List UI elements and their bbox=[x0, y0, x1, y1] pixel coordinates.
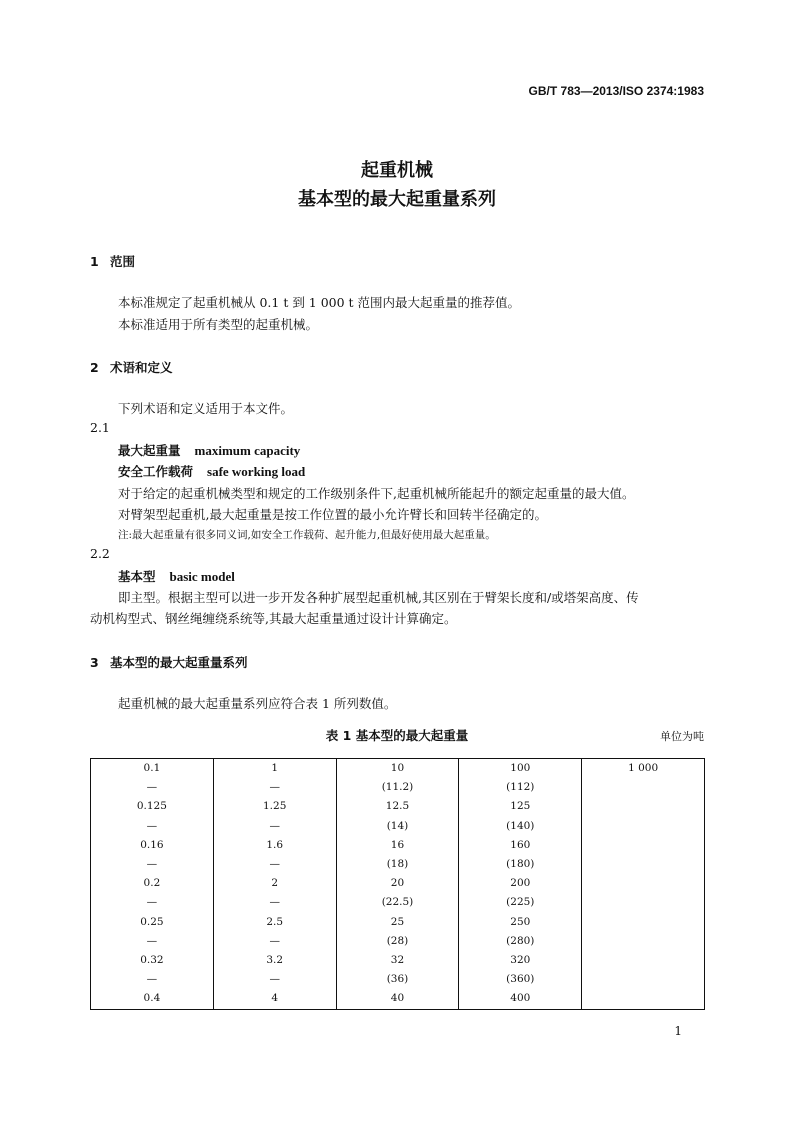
table-cell: 0.125 bbox=[91, 797, 214, 816]
subsection-number: 2.1 bbox=[90, 420, 110, 435]
table-row bbox=[91, 759, 705, 779]
table-cell: 2.5 bbox=[213, 913, 336, 932]
table-unit: 单位为吨 bbox=[660, 730, 704, 743]
table-cell bbox=[582, 836, 705, 855]
term-en: maximum capacity bbox=[194, 443, 301, 458]
table-cell: (14) bbox=[336, 817, 459, 836]
table-caption: 表 1 基本型的最大起重量 bbox=[325, 728, 469, 743]
table-cell: 0.16 bbox=[91, 836, 214, 855]
table-cell: 100 bbox=[459, 759, 582, 779]
term-zh: 安全工作载荷 bbox=[118, 464, 194, 479]
table-cell: — bbox=[91, 932, 214, 951]
table-cell: (360) bbox=[459, 970, 582, 989]
table-cell: (36) bbox=[336, 970, 459, 989]
table-cell: 2 bbox=[213, 874, 336, 893]
section-title: 基本型的最大起重量系列 bbox=[110, 655, 248, 670]
table-cell bbox=[582, 913, 705, 932]
table-cell: — bbox=[91, 893, 214, 912]
table-cell: (225) bbox=[459, 893, 582, 912]
section-number: 2 bbox=[90, 360, 99, 375]
table-cell: (11.2) bbox=[336, 778, 459, 797]
term-zh: 基本型 bbox=[118, 569, 156, 584]
table-row bbox=[91, 855, 705, 874]
paragraph: 本标准适用于所有类型的起重机械。 bbox=[118, 317, 319, 332]
table-cell: (140) bbox=[459, 817, 582, 836]
definition: 动机构型式、钢丝绳缠绕系统等,其最大起重量通过设计计算确定。 bbox=[90, 611, 457, 626]
section-1-heading bbox=[90, 252, 135, 270]
table-cell: — bbox=[213, 932, 336, 951]
paragraph: 下列术语和定义适用于本文件。 bbox=[118, 401, 294, 416]
table-cell bbox=[582, 855, 705, 874]
table-row bbox=[91, 989, 705, 1009]
term-en: safe working load bbox=[207, 464, 306, 479]
table-cell: 1.6 bbox=[213, 836, 336, 855]
definition: 对于给定的起重机械类型和规定的工作级别条件下,起重机械所能起升的额定起重量的最大值。 bbox=[118, 486, 635, 501]
table-row bbox=[91, 874, 705, 893]
page-number: 1 bbox=[674, 1024, 682, 1038]
table-cell: — bbox=[213, 778, 336, 797]
term-zh: 最大起重量 bbox=[118, 443, 181, 458]
table-row bbox=[91, 797, 705, 816]
table-cell: (180) bbox=[459, 855, 582, 874]
table-cell: (22.5) bbox=[336, 893, 459, 912]
table-cell: — bbox=[213, 817, 336, 836]
table-cell: (28) bbox=[336, 932, 459, 951]
table-body bbox=[91, 759, 705, 1010]
definition: 对臂架型起重机,最大起重量是按工作位置的最小允许臂长和回转半径确定的。 bbox=[118, 507, 547, 522]
section-3-heading bbox=[90, 653, 248, 671]
table-cell: 1 000 bbox=[582, 759, 705, 779]
section-number: 1 bbox=[90, 254, 99, 269]
note: 注:最大起重量有很多同义词,如安全工作载荷、起升能力,但最好使用最大起重量。 bbox=[118, 529, 496, 541]
table-cell: 10 bbox=[336, 759, 459, 779]
table-cell: 0.25 bbox=[91, 913, 214, 932]
table-cell bbox=[582, 989, 705, 1009]
table-row bbox=[91, 893, 705, 912]
table-row bbox=[91, 836, 705, 855]
doc-title-line1: 起重机械 bbox=[361, 160, 433, 181]
table-cell: 0.1 bbox=[91, 759, 214, 779]
table-row bbox=[91, 778, 705, 797]
table-cell: 20 bbox=[336, 874, 459, 893]
table-cell: 32 bbox=[336, 951, 459, 970]
table-cell: 12.5 bbox=[336, 797, 459, 816]
table-cell: — bbox=[91, 778, 214, 797]
table-cell bbox=[582, 874, 705, 893]
table-row bbox=[91, 932, 705, 951]
table-cell: 200 bbox=[459, 874, 582, 893]
subsection-number: 2.2 bbox=[90, 546, 110, 561]
table-cell: 40 bbox=[336, 989, 459, 1009]
doc-title-line2: 基本型的最大起重量系列 bbox=[298, 189, 496, 210]
section-title: 术语和定义 bbox=[110, 360, 173, 375]
term-entry bbox=[118, 441, 300, 459]
table-cell: (280) bbox=[459, 932, 582, 951]
table-cell: 1.25 bbox=[213, 797, 336, 816]
table-cell: — bbox=[91, 817, 214, 836]
table-cell: 4 bbox=[213, 989, 336, 1009]
table-cell bbox=[582, 951, 705, 970]
table-cell: (18) bbox=[336, 855, 459, 874]
table-cell bbox=[582, 932, 705, 951]
table-cell: 0.32 bbox=[91, 951, 214, 970]
term-en: basic model bbox=[169, 569, 235, 584]
table-cell: 25 bbox=[336, 913, 459, 932]
table-cell: — bbox=[91, 855, 214, 874]
table-cell bbox=[582, 797, 705, 816]
table-row bbox=[91, 913, 705, 932]
table-cell bbox=[582, 778, 705, 797]
table-cell: — bbox=[213, 970, 336, 989]
paragraph: 起重机械的最大起重量系列应符合表 1 所列数值。 bbox=[118, 696, 397, 711]
table-cell: 125 bbox=[459, 797, 582, 816]
table-cell bbox=[582, 893, 705, 912]
table-cell: 400 bbox=[459, 989, 582, 1009]
table-cell: (112) bbox=[459, 778, 582, 797]
table-cell: 1 bbox=[213, 759, 336, 779]
table-row bbox=[91, 817, 705, 836]
capacity-table bbox=[90, 758, 705, 1010]
table-cell: 0.4 bbox=[91, 989, 214, 1009]
term-entry bbox=[118, 462, 305, 480]
term-entry bbox=[118, 567, 235, 585]
definition: 即主型。根据主型可以进一步开发各种扩展型起重机械,其区别在于臂架长度和/或塔架高度、传 bbox=[118, 590, 639, 605]
table-cell: 3.2 bbox=[213, 951, 336, 970]
table-cell: — bbox=[91, 970, 214, 989]
section-2-heading bbox=[90, 358, 173, 376]
table-cell: 0.2 bbox=[91, 874, 214, 893]
table-cell: — bbox=[213, 893, 336, 912]
table-cell: 16 bbox=[336, 836, 459, 855]
section-number: 3 bbox=[90, 655, 99, 670]
section-title: 范围 bbox=[110, 254, 136, 269]
table-row bbox=[91, 970, 705, 989]
table-row bbox=[91, 951, 705, 970]
paragraph: 本标准规定了起重机械从 0.1 t 到 1 000 t 范围内最大起重量的推荐值。 bbox=[118, 295, 521, 310]
table-cell bbox=[582, 970, 705, 989]
table-cell: 320 bbox=[459, 951, 582, 970]
table-cell: 250 bbox=[459, 913, 582, 932]
table-cell: — bbox=[213, 855, 336, 874]
table-cell: 160 bbox=[459, 836, 582, 855]
standard-number: GB/T 783—2013/ISO 2374:1983 bbox=[528, 84, 704, 98]
table-cell bbox=[582, 817, 705, 836]
